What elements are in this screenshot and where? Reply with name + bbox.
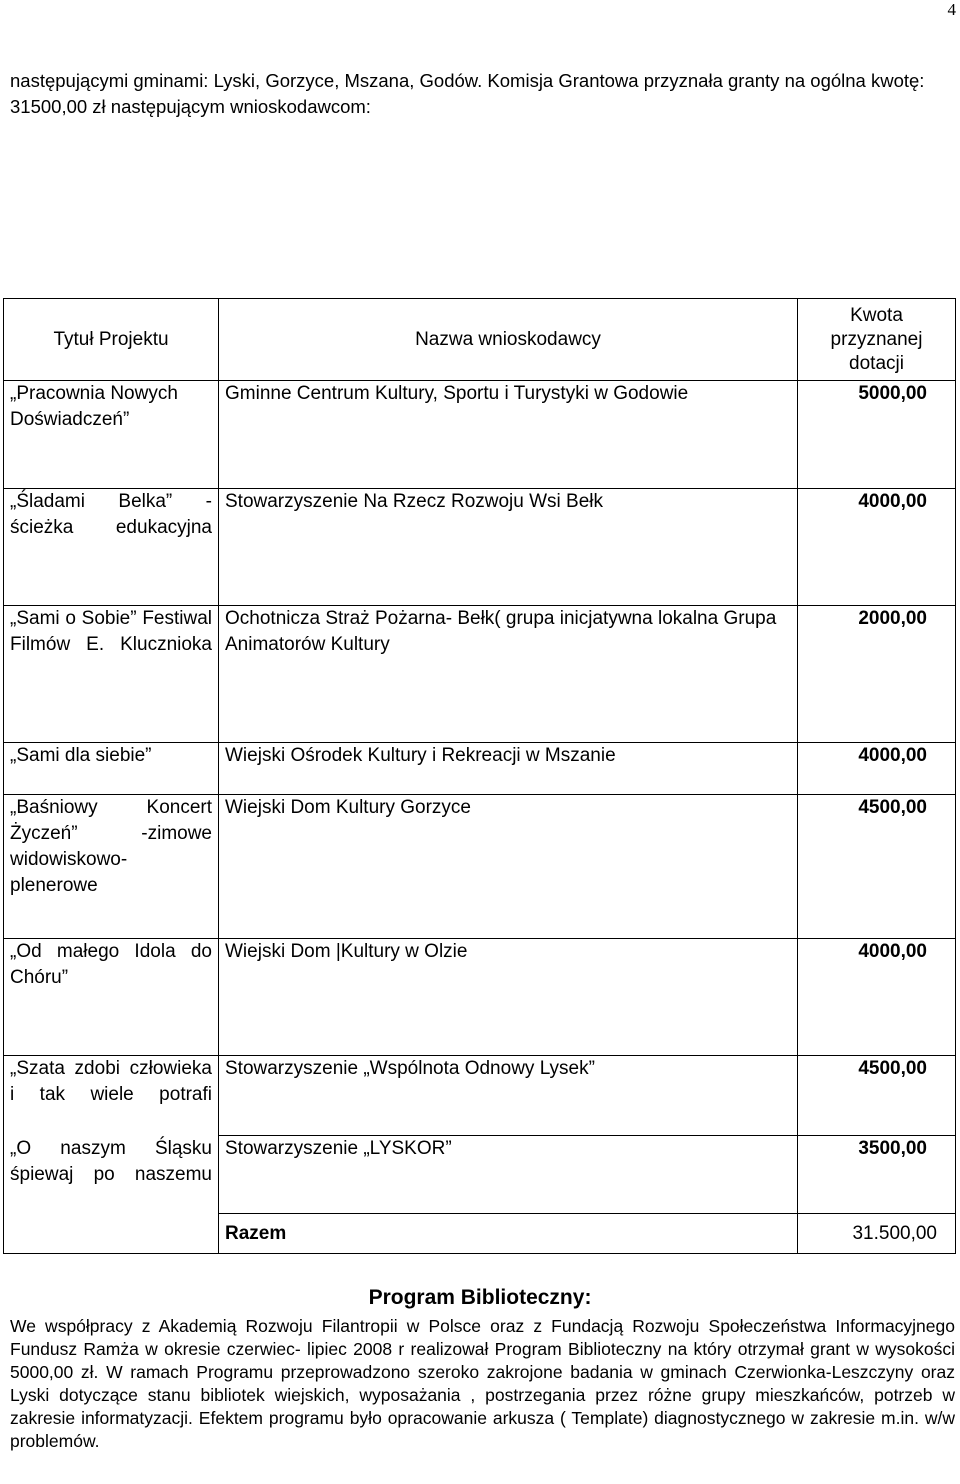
row-title: „Śladami Belka” - ścieżka edukacyjna [4,489,219,606]
row-applicant: Stowarzyszenie „LYSKOR” [219,1136,798,1214]
row-amount: 2000,00 [798,606,956,743]
table-row [4,939,956,1056]
library-program-title: Program Biblioteczny: [368,1286,592,1309]
row-amount: 4500,00 [798,795,956,939]
row-amount: 4000,00 [798,939,956,1056]
row-amount: 5000,00 [798,381,956,489]
table-row [4,381,956,489]
row-applicant: Gminne Centrum Kultury, Sportu i Turystyki w Godowie [219,381,798,489]
row-amount: 3500,00 [798,1136,956,1214]
row-applicant: Wiejski Dom |Kultury w Olzie [219,939,798,1056]
row-applicant: Ochotnicza Straż Pożarna- Bełk( grupa inicjatywna lokalna Grupa Animatorów Kultury [219,606,798,743]
total-label: Razem [219,1214,798,1254]
table-header-row [4,299,956,381]
table-row [4,489,956,606]
total-value: 31.500,00 [798,1214,956,1254]
table-row [4,795,956,939]
row-applicant: Wiejski Dom Kultury Gorzyce [219,795,798,939]
grants-table [3,298,956,1254]
table-row [4,606,956,743]
header-amount: Kwota przyznanej dotacji [798,299,956,381]
row-title: „Szata zdobi człowieka i tak wiele potrafi [4,1056,219,1136]
row-applicant: Stowarzyszenie „Wspólnota Odnowy Lysek” [219,1056,798,1136]
row-title: „Pracownia Nowych Doświadczeń” [4,381,219,489]
row-title: „Sami dla siebie” [4,743,219,795]
library-program-text: We współpracy z Akademią Rozwoju Filantropii w Polsce oraz z Fundacją Rozwoju Społeczeństwa Informacyjnego Fundusz Ramża w okresie czerwiec- lipiec 2008 r realizował Program Biblioteczny na który otrzymał grant w wysokości 5000,00 zł. W ramach Programu przeprowadzono szeroko zakrojone badania w gminach Czerwionka-Leszczyny oraz Lyski dotyczące stanu bibliotek wiejskich, wyposażania , postrzegania przez różne grupy mieszkańców, potrzeb w zakresie informatyzacji. Efektem programu było opracowanie arkusza ( Template) diagnostycznego w zakresie m.in. w/w problemów. [10,1316,955,1451]
table-row [4,1136,956,1214]
header-title: Tytuł Projektu [4,299,219,381]
row-amount: 4000,00 [798,489,956,606]
table-row [4,743,956,795]
intro-line-1: następującymi gminami: Lyski, Gorzyce, Mszana, Godów. Komisja Grantowa przyznała granty na ogólna kwotę: [10,70,925,91]
row-applicant: Wiejski Ośrodek Kultury i Rekreacji w Mszanie [219,743,798,795]
row-applicant: Stowarzyszenie Na Rzecz Rozwoju Wsi Bełk [219,489,798,606]
row-title: „O naszym Śląsku śpiewaj po naszemu [4,1136,219,1254]
page-number: 4 [947,0,956,19]
header-applicant: Nazwa wnioskodawcy [219,299,798,381]
row-amount: 4000,00 [798,743,956,795]
table-row [4,1056,956,1136]
intro-paragraph [10,68,955,120]
intro-line-2: 31500,00 zł następującym wnioskodawcom: [10,96,371,117]
row-title: „Od małego Idola do Chóru” [4,939,219,1056]
row-amount: 4500,00 [798,1056,956,1136]
row-title: „Baśniowy Koncert Życzeń” -zimowe widowiskowo-plenerowe [4,795,219,939]
row-title: „Sami o Sobie” Festiwal Filmów E. Klucznioka [4,606,219,743]
